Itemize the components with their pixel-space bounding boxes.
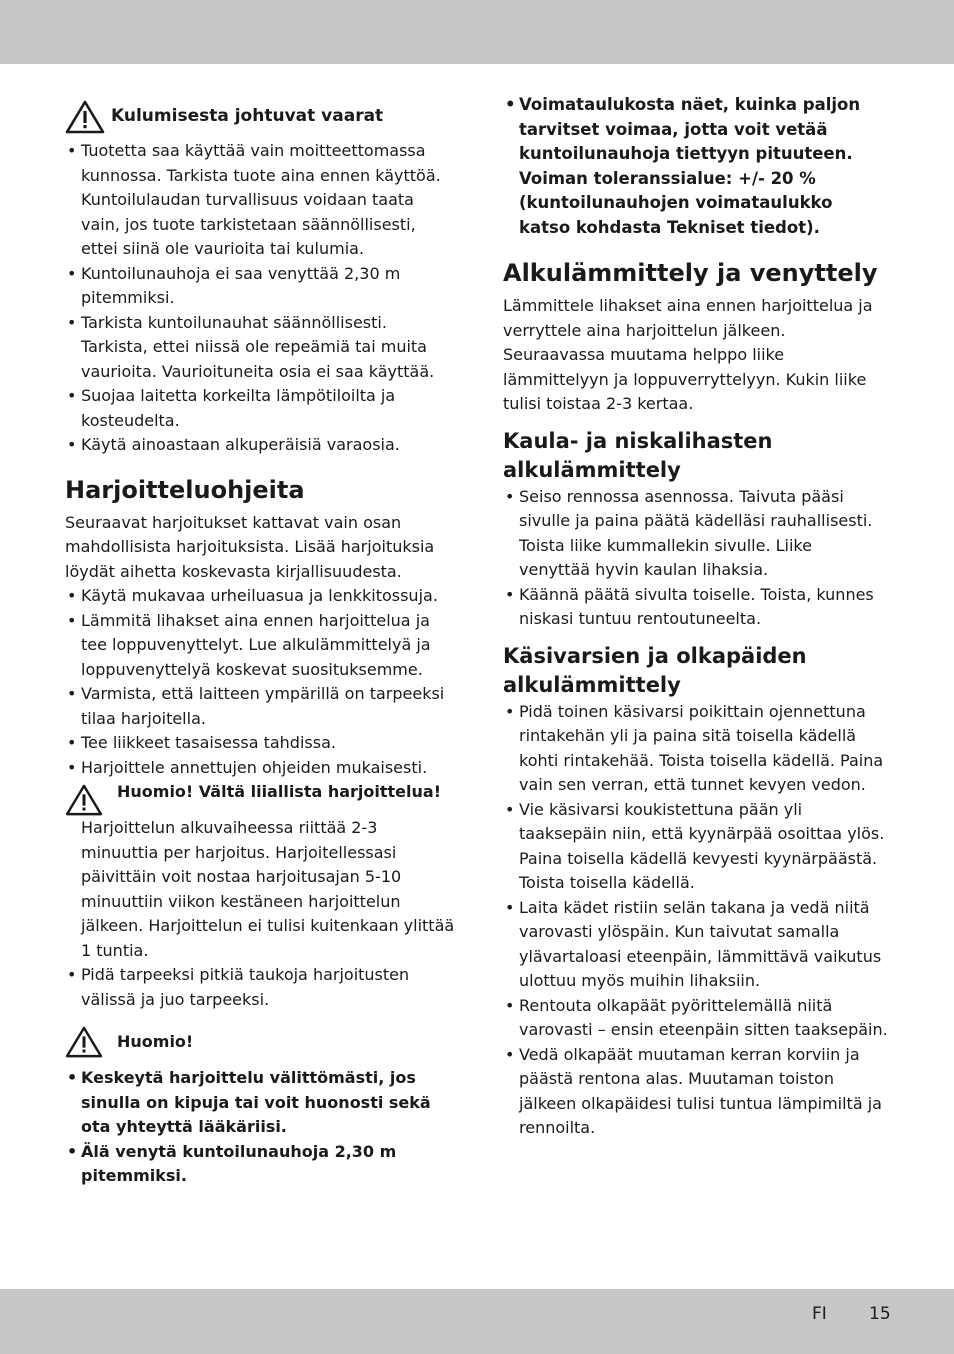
list-item: • Tarkista kuntoilunauhat säännöllisesti. Tarkista, ettei niissä ole repeämiä tai muita vaurioita. Vaurioituneita osia ei saa käyttää.	[65, 311, 457, 385]
list-item: • Älä venytä kuntoilunauhoja 2,30 m pitemmiksi.	[65, 1140, 457, 1189]
list-item: • Suojaa laitetta korkeilta lämpötiloilta ja kosteudelta.	[65, 384, 457, 433]
warning-title: Kulumisesta johtuvat vaarat	[111, 106, 384, 126]
warning-heading-overtraining	[65, 780, 457, 816]
subheading-neck: Kaula- ja niskalihasten alkulämmittely	[503, 428, 773, 482]
list-item: • Käännä päätä sivulta toiselle. Toista, kunnes niskasi tuntuu rentoutuneelta.	[503, 583, 888, 632]
header-bar	[0, 0, 954, 64]
warning-text: Harjoittelun alkuvaiheessa riittää 2-3 minuuttia per harjoitus. Harjoitellessasi päivittäin voit nostaa harjoitusajan 5-10 minuuttiin viikon kestäneen harjoittelun jälkeen. Harjoittelun ei tulisi kuitenkaan ylittää 1 tuntia.	[81, 818, 455, 960]
list-item: • Laita kädet ristiin selän takana ja vedä niitä varovasti ylöspäin. Kun taivutat samalla ylävartaloasi eteenpäin, lämmittävä vaikutus ulottuu myös muihin lihaksiin.	[503, 896, 888, 994]
list-item: • Keskeytä harjoittelu välittömästi, jos sinulla on kipuja tai voit huonosti sekä ota yhteyttä lääkäriisi.	[65, 1066, 457, 1140]
list-item: • Pidä toinen käsivarsi poikittain ojennettuna rintakehän yli ja paina sitä toisella kädellä kohti rintakehää. Toista toisella kädellä. Paina vain sen verran, että tunnet kevyen vedon.	[503, 700, 888, 798]
warning-heading-attention	[65, 1026, 457, 1058]
list-item: • Käytä mukavaa urheiluasua ja lenkkitossuja.	[65, 584, 457, 609]
list-item: • Voimataulukosta näet, kuinka paljon tarvitset voimaa, jotta voit vetää kuntoilunauhoja tiettyyn pituuteen. Voiman toleranssialue: +/- 20 % (kuntoilunauhojen voimataulukko katso kohdasta Tekniset tiedot).	[503, 93, 888, 240]
warning-heading-wear	[65, 100, 457, 134]
list-item: • Vedä olkapäät muutaman kerran korviin ja päästä rentona alas. Muutaman toiston jälkeen olkapäidesi tulisi tuntua lämpimiltä ja rennoilta.	[503, 1043, 888, 1141]
list-item: • Seiso rennossa asennossa. Taivuta pääsi sivulle ja paina päätä kädelläsi rauhallisesti. Toista liike kummallekin sivulle. Liike venyttää hyvin kaulan lihaksia.	[503, 485, 888, 583]
list-item: • Varmista, että laitteen ympärillä on tarpeeksi tilaa harjoitella.	[65, 682, 457, 731]
page-number: 15	[869, 1304, 891, 1324]
footer-bar	[0, 1289, 954, 1354]
language-code: FI	[812, 1304, 827, 1324]
warmup-intro: Lämmittele lihakset aina ennen harjoittelua ja verryttele aina harjoittelun jälkeen. Seuraavassa muutama helppo liike lämmittelyyn ja loppuverryttelyyn. Kukin liike tulisi toistaa 2-3 kertaa.	[503, 296, 873, 413]
warning-triangle-icon	[65, 1026, 103, 1058]
warning-title: Huomio!	[117, 1032, 194, 1051]
warning-triangle-icon	[65, 784, 103, 816]
list-item: • Käytä ainoastaan alkuperäisiä varaosia.	[65, 433, 457, 458]
list-item: • Pidä tarpeeksi pitkiä taukoja harjoitusten välissä ja juo tarpeeksi.	[65, 963, 457, 1012]
list-item: • Tuotetta saa käyttää vain moitteettomassa kunnossa. Tarkista tuote aina ennen käyttöä. Kuntoilulaudan turvallisuus voidaan taata vain, jos tuote tarkistetaan säännöllisesti, ettei siinä ole vaurioita tai kulumia.	[65, 139, 457, 262]
warning-title: Huomio! Vältä liiallista harjoittelua!	[117, 782, 441, 801]
list-item: • Lämmitä lihakset aina ennen harjoittelua ja tee loppuvenyttelyt. Lue alkulämmittelyä ja loppuvenyttelyä koskevat suosituksemme.	[65, 609, 457, 683]
list-item: • Kuntoilunauhoja ei saa venyttää 2,30 m pitemmiksi.	[65, 262, 457, 311]
list-item: • Harjoittele annettujen ohjeiden mukaisesti.	[65, 756, 457, 781]
training-intro: Seuraavat harjoitukset kattavat vain osan mahdollisista harjoituksista. Lisää harjoituksia löydät aihetta koskevasta kirjallisuudesta.	[65, 512, 435, 581]
list-item: • Rentouta olkapäät pyörittelemällä niitä varovasti – ensin eteenpäin sitten taaksepäin.	[503, 994, 888, 1043]
left-column	[65, 100, 457, 1189]
right-column	[503, 93, 888, 1141]
section-heading-warmup: Alkulämmittely ja venyttely	[503, 259, 878, 287]
subheading-arms: Käsivarsien ja olkapäiden alkulämmittely	[503, 643, 807, 697]
list-item: • Vie käsivarsi koukistettuna pään yli taaksepäin niin, että kyynärpää osoittaa ylös. Paina toisella kädellä kevyesti kyynärpäästä. Toista toisella kädellä.	[503, 798, 888, 896]
list-item: • Tee liikkeet tasaisessa tahdissa.	[65, 731, 457, 756]
warning-triangle-icon	[65, 100, 105, 134]
section-heading-training: Harjoitteluohjeita	[65, 475, 305, 504]
